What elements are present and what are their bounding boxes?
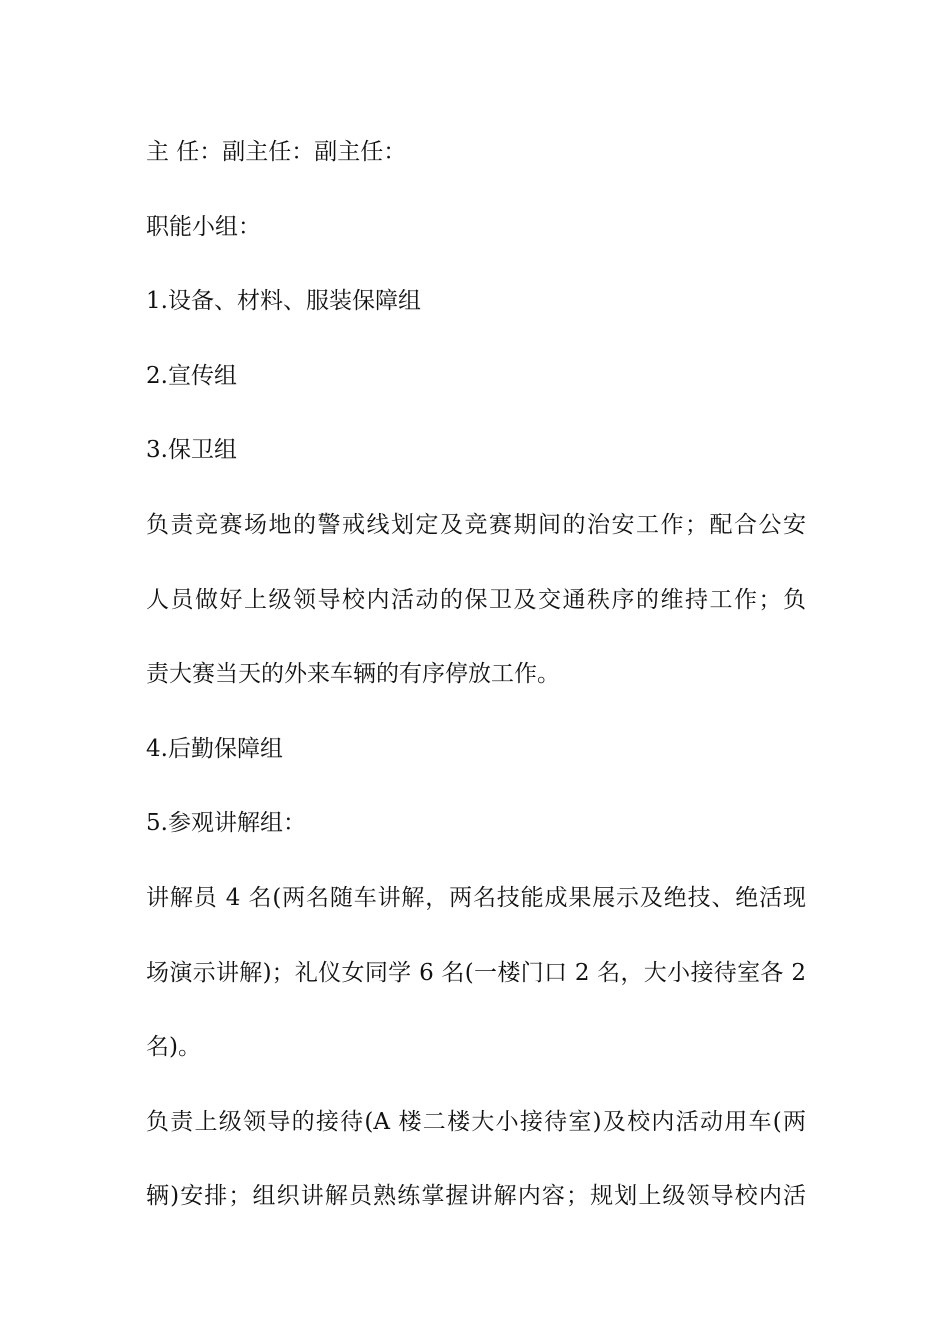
group-3-heading: 3.保卫组 [146, 437, 237, 463]
group-5-heading: 5.参观讲解组： [146, 810, 306, 836]
group-2-heading: 2.宣传组 [146, 363, 237, 389]
group-4-heading: 4.后勤保障组 [146, 736, 283, 762]
guide-staff-line-1: 讲解员 4 名(两名随车讲解，两名技能成果展示及绝技、绝活现 [146, 885, 806, 911]
guide-staff-line-3: 名)。 [146, 1034, 201, 1060]
guide-staff-line-2: 场演示讲解)；礼仪女同学 6 名(一楼门口 2 名，大小接待室各 2 [146, 960, 806, 986]
security-duty-line-2: 人员做好上级领导校内活动的保卫及交通秩序的维持工作；负 [146, 587, 806, 613]
group-1-heading: 1.设备、材料、服装保障组 [146, 288, 421, 314]
reception-duty-line-1: 负责上级领导的接待(A 楼二楼大小接待室)及校内活动用车(两 [146, 1109, 806, 1135]
officers-line: 主 任：副主任：副主任： [146, 139, 407, 165]
functional-groups-heading: 职能小组： [146, 214, 261, 240]
security-duty-line-3: 责大赛当天的外来车辆的有序停放工作。 [146, 661, 560, 687]
reception-duty-line-2: 辆)安排；组织讲解员熟练掌握讲解内容；规划上级领导校内活 [146, 1183, 806, 1209]
security-duty-line-1: 负责竞赛场地的警戒线划定及竞赛期间的治安工作；配合公安 [146, 512, 806, 538]
